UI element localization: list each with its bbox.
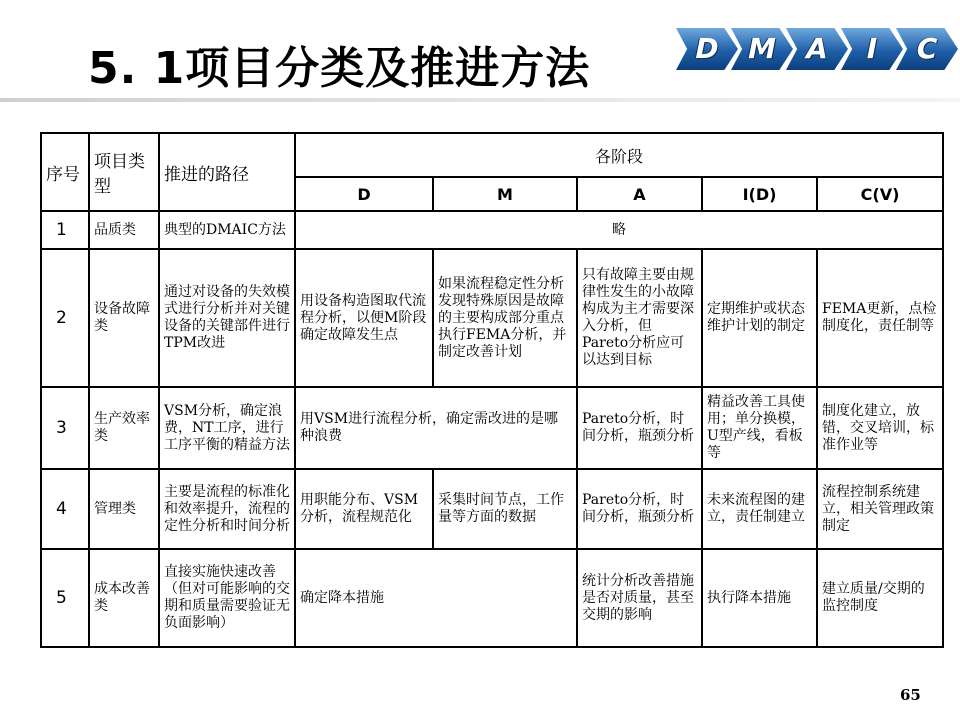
row-number: 1 <box>41 211 89 249</box>
row-phase-a: Pareto分析，时间分析，瓶颈分析 <box>577 469 702 549</box>
row-phase-m: 如果流程稳定性分析发现特殊原因是故障的主要构成部分重点执行FEMA分析，并制定改善计划 <box>433 249 577 387</box>
header-phase-a: A <box>577 177 702 211</box>
phase-chevron-i <box>841 28 903 70</box>
page-number: 65 <box>900 686 921 704</box>
header-phase-m: M <box>433 177 577 211</box>
phase-chevron-m <box>731 28 793 70</box>
phase-label: M <box>748 32 776 65</box>
table-header-row <box>41 133 943 177</box>
row-phase-a: 只有故障主要由规律性发生的小故障构成为主才需要深入分析，但Pareto分析应可以达到目标 <box>577 249 702 387</box>
table-row <box>41 549 943 647</box>
phase-label: C <box>916 32 938 65</box>
row-type: 管理类 <box>89 469 159 549</box>
row-phase-dm: 用VSM进行流程分析，确定需改进的是哪种浪费 <box>295 387 577 469</box>
row-number: 5 <box>41 549 89 647</box>
table-row <box>41 249 943 387</box>
row-path: VSM分析，确定浪费，NT工序，进行工序平衡的精益方法 <box>159 387 295 469</box>
row-path: 通过对设备的失效模式进行分析并对关键设备的关键部件进行TPM改进 <box>159 249 295 387</box>
phase-chevron-d <box>676 28 738 70</box>
row-phase-a: Pareto分析，时间分析，瓶颈分析 <box>577 387 702 469</box>
row-phase-a: 统计分析改善措施是否对质量，甚至交期的影响 <box>577 549 702 647</box>
phase-chevron-a <box>786 28 848 70</box>
header-path: 推进的路径 <box>159 133 295 211</box>
row-number: 4 <box>41 469 89 549</box>
dmaic-phase-banner <box>676 26 960 72</box>
header-type: 项目类型 <box>89 133 159 211</box>
page-title: 5. 1项目分类及推进方法 <box>88 43 591 94</box>
phase-label: A <box>806 32 828 65</box>
row-number: 3 <box>41 387 89 469</box>
row-phase-c: 制度化建立，放错，交叉培训，标准作业等 <box>817 387 943 469</box>
row-type: 设备故障类 <box>89 249 159 387</box>
header-seq: 序号 <box>41 133 89 211</box>
row-phases-merged: 略 <box>295 211 943 249</box>
header-phase-i: I(D) <box>702 177 817 211</box>
row-number: 2 <box>41 249 89 387</box>
row-type: 品质类 <box>89 211 159 249</box>
row-phase-i: 执行降本措施 <box>702 549 817 647</box>
row-phase-d: 用设备构造图取代流程分析，以便M阶段确定故障发生点 <box>295 249 433 387</box>
row-type: 生产效率类 <box>89 387 159 469</box>
row-path: 主要是流程的标准化和效率提升，流程的定性分析和时间分析 <box>159 469 295 549</box>
row-type: 成本改善类 <box>89 549 159 647</box>
row-phase-m: 采集时间节点，工作量等方面的数据 <box>433 469 577 549</box>
row-phase-dm: 确定降本措施 <box>295 549 577 647</box>
table-row <box>41 387 943 469</box>
title-divider <box>0 98 960 102</box>
header-phase-d: D <box>295 177 433 211</box>
header-phases: 各阶段 <box>295 133 943 177</box>
row-phase-c: FEMA更新，点检制度化，责任制等 <box>817 249 943 387</box>
row-phase-i: 精益改善工具使用；单分换模，U型产线，看板等 <box>702 387 817 469</box>
row-phase-c: 流程控制系统建立，相关管理政策制定 <box>817 469 943 549</box>
row-phase-i: 未来流程图的建立，责任制建立 <box>702 469 817 549</box>
header-phase-c: C(V) <box>817 177 943 211</box>
row-phase-d: 用职能分布、VSM分析，流程规范化 <box>295 469 433 549</box>
phase-label: I <box>866 32 878 65</box>
table-row <box>41 211 943 249</box>
phase-label: D <box>695 32 719 65</box>
row-phase-i: 定期维护或状态维护计划的制定 <box>702 249 817 387</box>
row-path: 典型的DMAIC方法 <box>159 211 295 249</box>
row-phase-c: 建立质量/交期的监控制度 <box>817 549 943 647</box>
phase-chevron-c <box>896 28 958 70</box>
project-classification-table <box>40 132 944 648</box>
row-path: 直接实施快速改善（但对可能影响的交期和质量需要验证无负面影响） <box>159 549 295 647</box>
table-row <box>41 469 943 549</box>
